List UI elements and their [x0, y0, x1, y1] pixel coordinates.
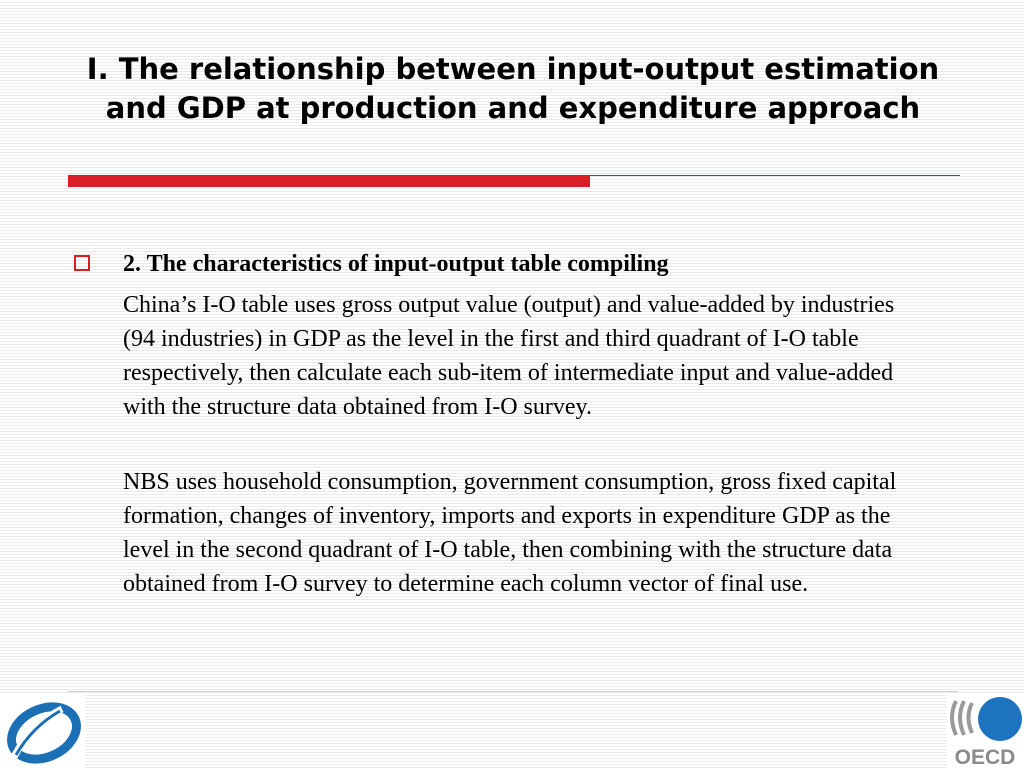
- footer-divider: [68, 691, 958, 692]
- paragraph-expenditure: [123, 465, 913, 601]
- paragraph-production: [123, 288, 913, 424]
- nbs-logo-icon: [0, 695, 86, 768]
- title-underline-thick: [68, 175, 590, 187]
- bullet-heading: 2. The characteristics of input-output table compiling: [123, 251, 669, 277]
- oecd-logo: [946, 695, 1024, 768]
- paragraph-text: China’s I-O table uses gross output value (output) and value-added by industries (94 industries) in GDP as the level in the first and third quadrant of I-O table respectively, then calculate each sub-item of intermediate input and value-added with the structure data obtained from I-O survey.: [123, 292, 895, 420]
- title-underline-thin: [590, 175, 960, 176]
- bullet-square-icon: [74, 255, 90, 271]
- nbs-logo-graphic: [0, 695, 86, 768]
- oecd-logo-text: OECD: [954, 746, 1016, 768]
- paragraph-text: NBS uses household consumption, government consumption, gross fixed capital formation, changes of inventory, imports and exports in expenditure GDP as the level in the second quadrant of I-O table, then combining with the structure data obtained from I-O survey to determine each column vector of final use.: [123, 469, 897, 597]
- oecd-logo-graphic: [946, 695, 1024, 768]
- slide-title: I. The relationship between input-output estimation and GDP at production and expenditure approach: [86, 52, 940, 125]
